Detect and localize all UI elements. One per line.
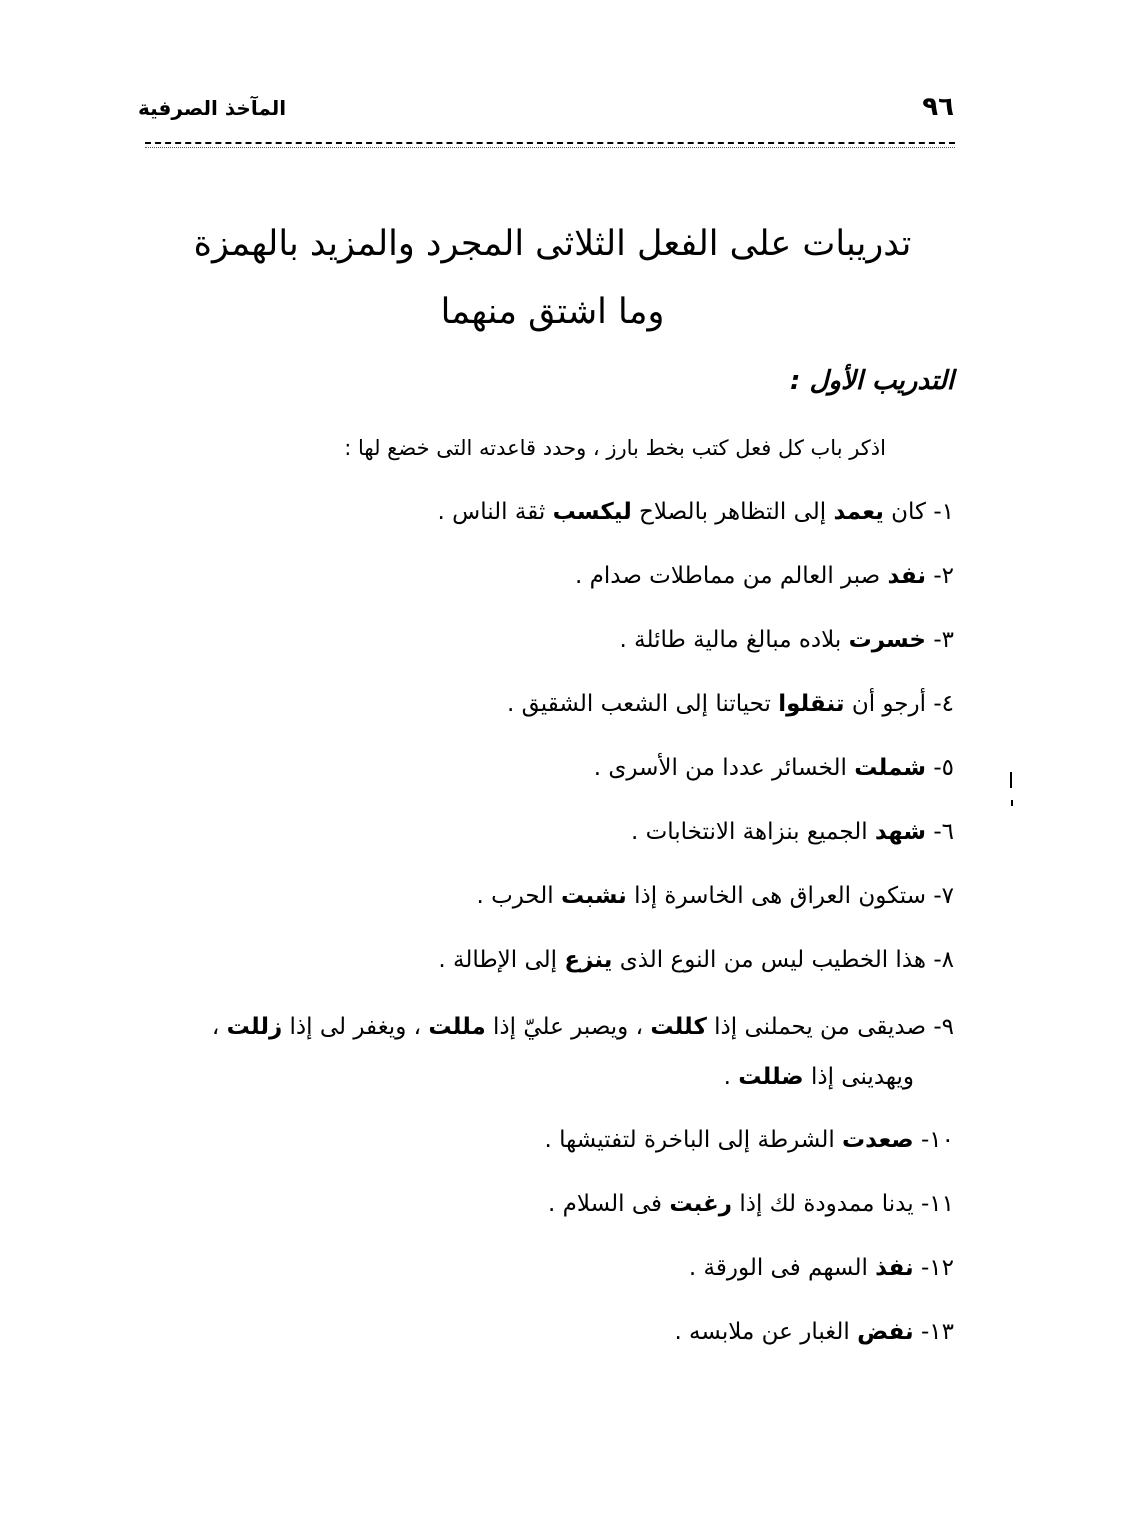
exercise-item — [114, 1118, 954, 1162]
exercise-item — [114, 1182, 954, 1226]
item-text: كان — [883, 499, 934, 525]
item-keyword: خسرت — [848, 627, 927, 653]
item-number: ١٢- — [920, 1255, 954, 1281]
item-text — [914, 1255, 921, 1281]
item-keyword: يعمد — [833, 499, 884, 525]
item-keyword: ضللت — [738, 1064, 804, 1090]
item-text: الشرطة إلى الباخرة لتفتيشها . — [544, 1127, 843, 1153]
item-text: ثقة الناس . — [437, 499, 553, 525]
item-text: إلى التظاهر بالصلاح — [631, 499, 834, 525]
exercise-instruction: اذكر باب كل فعل كتب بخط بارز ، وحدد قاعدته التى خضع لها : — [344, 436, 886, 460]
item-keyword: مللت — [428, 1014, 486, 1040]
page-number: ٩٦ — [922, 92, 954, 122]
item-keyword: نفذ — [875, 1255, 914, 1281]
item-text: ستكون العراق هى الخاسرة إذا — [626, 883, 934, 909]
exercise-item — [114, 554, 954, 598]
item-number: ٣- — [933, 627, 954, 653]
item-number: ٤- — [933, 691, 954, 717]
item-text: الغبار عن ملابسه . — [674, 1319, 858, 1345]
item-number: ٧- — [933, 883, 954, 909]
item-text: . — [723, 1064, 739, 1090]
exercise-item — [114, 1002, 954, 1102]
exercise-heading: التدريب الأول : — [790, 366, 954, 396]
item-text: يدنا ممدودة لك إذا — [732, 1191, 921, 1217]
running-title: المآخذ الصرفية — [138, 96, 287, 120]
exercise-items — [114, 490, 954, 1374]
item-keyword: صعدت — [842, 1127, 914, 1153]
item-text: أرجو أن — [844, 691, 934, 717]
item-keyword: نفض — [857, 1319, 914, 1345]
item-keyword: تنقلوا — [778, 691, 845, 717]
item-keyword: زللت — [226, 1014, 283, 1040]
header-rule-dotted — [145, 147, 955, 149]
item-text: الخسائر عددا من الأسرى . — [593, 755, 855, 781]
exercise-item — [114, 874, 954, 918]
item-text: بلاده مبالغ مالية طائلة . — [619, 627, 849, 653]
item-text: صبر العالم من مماطلات صدام . — [575, 563, 888, 589]
item-text: ويهدينى إذا — [803, 1064, 914, 1090]
item-text: ، — [211, 1014, 227, 1040]
item-continuation — [114, 1052, 954, 1102]
item-keyword: نفد — [887, 563, 927, 589]
section-title-line-2: وما اشتق منهما — [440, 292, 665, 332]
item-number: ٢- — [933, 563, 954, 589]
exercise-item — [114, 490, 954, 534]
item-text — [914, 1319, 921, 1345]
item-keyword: ليكسب — [552, 499, 632, 525]
item-number: ٦- — [933, 819, 954, 845]
exercise-item — [114, 618, 954, 662]
exercise-item — [114, 746, 954, 790]
scan-speck — [1010, 772, 1012, 788]
item-text — [914, 1127, 921, 1153]
exercise-item — [114, 810, 954, 854]
item-text: فى السلام . — [548, 1191, 670, 1217]
item-number: ٩- — [933, 1014, 954, 1040]
item-text: ، ويصبر عليّ إذا — [485, 1014, 651, 1040]
item-number: ٥- — [933, 755, 954, 781]
section-title — [150, 210, 955, 346]
item-text: ، ويغفر لى إذا — [282, 1014, 429, 1040]
item-keyword: رغبت — [669, 1191, 733, 1217]
item-keyword: ينزع — [564, 947, 613, 973]
item-text: الجميع بنزاهة الانتخابات . — [630, 819, 875, 845]
item-keyword: نشبت — [560, 883, 627, 909]
item-number: ١٣- — [920, 1319, 954, 1345]
item-keyword: شهد — [874, 819, 927, 845]
item-number: ٨- — [933, 947, 954, 973]
section-title-line-1: تدريبات على الفعل الثلاثى المجرد والمزيد بالهمزة — [193, 224, 912, 264]
exercise-item — [114, 1310, 954, 1354]
item-text: السهم فى الورقة . — [688, 1255, 876, 1281]
item-number: ١٠- — [920, 1127, 954, 1153]
item-text: هذا الخطيب ليس من النوع الذى — [612, 947, 934, 973]
item-keyword: كللت — [650, 1014, 707, 1040]
exercise-item — [114, 938, 954, 982]
item-text: صديقى من يحملنى إذا — [706, 1014, 934, 1040]
scan-speck — [1011, 800, 1013, 806]
item-number: ١١- — [920, 1191, 954, 1217]
item-keyword: شملت — [854, 755, 927, 781]
item-text: إلى الإطالة . — [438, 947, 565, 973]
item-number: ١- — [933, 499, 954, 525]
exercise-item — [114, 682, 954, 726]
item-text: الحرب . — [476, 883, 561, 909]
item-text: تحياتنا إلى الشعب الشقيق . — [506, 691, 779, 717]
exercise-item — [114, 1246, 954, 1290]
